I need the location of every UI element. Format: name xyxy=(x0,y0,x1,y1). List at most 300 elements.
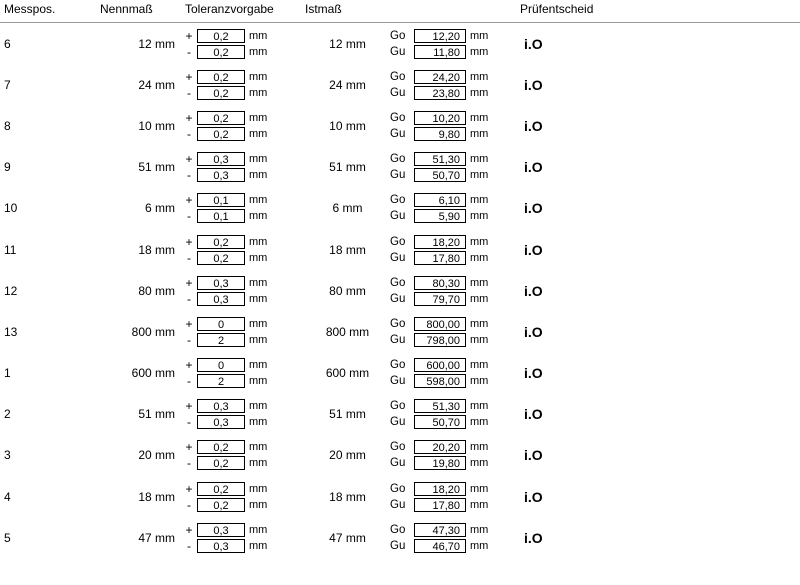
tolerance-upper xyxy=(185,358,305,372)
unit-label: mm xyxy=(249,400,268,413)
unit-label: mm xyxy=(470,482,489,495)
go-label: Go xyxy=(390,111,406,124)
cell-pruefentscheid: i.O xyxy=(524,323,543,340)
unit-label: mm xyxy=(470,317,489,330)
cell-toleranzvorgabe xyxy=(185,193,305,223)
unit-label: mm xyxy=(470,169,489,182)
tolerance-lower xyxy=(185,539,305,553)
gu-label: Gu xyxy=(390,169,406,182)
limit-upper xyxy=(390,482,520,496)
cell-nennmass: 47 mm xyxy=(138,530,175,545)
tolerance-plus-input[interactable]: 0,2 xyxy=(197,111,245,125)
limit-lower xyxy=(390,168,520,182)
gu-label: Gu xyxy=(390,416,406,429)
unit-label: mm xyxy=(249,317,268,330)
go-value-input[interactable]: 6,10 xyxy=(414,193,466,207)
gu-value-input[interactable]: 46,70 xyxy=(414,539,466,553)
go-value-input[interactable]: 20,20 xyxy=(414,440,466,454)
unit-label: mm xyxy=(470,457,489,470)
unit-label: mm xyxy=(470,523,489,536)
limit-upper xyxy=(390,523,520,537)
go-label: Go xyxy=(390,400,406,413)
tolerance-plus-input[interactable]: 0,2 xyxy=(197,29,245,43)
gu-value-input[interactable]: 598,00 xyxy=(414,374,466,388)
tolerance-plus-input[interactable]: 0,1 xyxy=(197,193,245,207)
cell-grenzmasse xyxy=(390,111,520,141)
cell-istmass: 800 mm xyxy=(325,324,370,339)
minus-sign: - xyxy=(187,332,191,347)
minus-sign: - xyxy=(187,126,191,141)
gu-value-input[interactable]: 11,80 xyxy=(414,45,466,59)
limit-lower xyxy=(390,127,520,141)
cell-istmass: 47 mm xyxy=(329,530,366,545)
cell-messpos: 10 xyxy=(4,201,18,216)
tolerance-plus-input[interactable]: 0 xyxy=(197,317,245,331)
gu-value-input[interactable]: 5,90 xyxy=(414,209,466,223)
tolerance-plus-input[interactable]: 0 xyxy=(197,358,245,372)
cell-grenzmasse xyxy=(390,482,520,512)
tolerance-lower xyxy=(185,251,305,265)
go-label: Go xyxy=(390,523,406,536)
unit-label: mm xyxy=(470,416,489,429)
gu-label: Gu xyxy=(390,333,406,346)
cell-pruefentscheid: i.O xyxy=(524,365,543,382)
cell-nennmass: 10 mm xyxy=(138,118,175,133)
cell-nennmass: 51 mm xyxy=(138,160,175,175)
limit-lower xyxy=(390,45,520,59)
cell-toleranzvorgabe xyxy=(185,358,305,388)
cell-istmass: 24 mm xyxy=(329,77,366,92)
gu-label: Gu xyxy=(390,210,406,223)
tolerance-lower xyxy=(185,415,305,429)
cell-toleranzvorgabe xyxy=(185,317,305,347)
tolerance-lower xyxy=(185,127,305,141)
cell-istmass: 6 mm xyxy=(332,201,363,216)
unit-label: mm xyxy=(249,359,268,372)
tolerance-plus-input[interactable]: 0,2 xyxy=(197,70,245,84)
limit-upper xyxy=(390,317,520,331)
unit-label: mm xyxy=(470,359,489,372)
unit-label: mm xyxy=(470,70,489,83)
limit-upper xyxy=(390,152,520,166)
cell-pruefentscheid: i.O xyxy=(524,406,543,423)
limit-lower xyxy=(390,86,520,100)
limit-lower xyxy=(390,292,520,306)
table-row xyxy=(0,147,800,188)
cell-toleranzvorgabe xyxy=(185,70,305,100)
unit-label: mm xyxy=(249,539,268,552)
minus-sign: - xyxy=(187,456,191,471)
cell-grenzmasse xyxy=(390,440,520,470)
cell-nennmass: 20 mm xyxy=(138,448,175,463)
tolerance-upper xyxy=(185,482,305,496)
go-label: Go xyxy=(390,29,406,42)
column-header-messpos: Messpos. xyxy=(4,2,56,16)
unit-label: mm xyxy=(470,441,489,454)
unit-label: mm xyxy=(470,375,489,388)
cell-nennmass: 80 mm xyxy=(138,283,175,298)
tolerance-lower xyxy=(185,168,305,182)
cell-grenzmasse xyxy=(390,358,520,388)
table-row xyxy=(0,64,800,105)
plus-sign: + xyxy=(185,234,193,249)
go-value-input[interactable]: 18,20 xyxy=(414,482,466,496)
minus-sign: - xyxy=(187,374,191,389)
cell-nennmass: 18 mm xyxy=(138,489,175,504)
cell-grenzmasse xyxy=(390,399,520,429)
cell-grenzmasse xyxy=(390,276,520,306)
table-row xyxy=(0,311,800,352)
unit-label: mm xyxy=(470,292,489,305)
cell-messpos: 2 xyxy=(4,407,11,422)
plus-sign: + xyxy=(185,316,193,331)
column-header-istmass: Istmaß xyxy=(305,2,342,16)
tolerance-lower xyxy=(185,292,305,306)
cell-messpos: 13 xyxy=(4,324,18,339)
table-row xyxy=(0,105,800,146)
unit-label: mm xyxy=(470,333,489,346)
go-label: Go xyxy=(390,441,406,454)
cell-istmass: 51 mm xyxy=(329,407,366,422)
table-row xyxy=(0,476,800,517)
table-row xyxy=(0,23,800,64)
unit-label: mm xyxy=(470,29,489,42)
tolerance-minus-input[interactable]: 0,3 xyxy=(197,539,245,553)
limit-lower xyxy=(390,251,520,265)
gu-label: Gu xyxy=(390,375,406,388)
minus-sign: - xyxy=(187,538,191,553)
unit-label: mm xyxy=(249,375,268,388)
cell-grenzmasse xyxy=(390,70,520,100)
tolerance-minus-input[interactable]: 0,3 xyxy=(197,292,245,306)
column-header-pruefentscheid: Prüfentscheid xyxy=(520,2,594,16)
cell-toleranzvorgabe xyxy=(185,440,305,470)
plus-sign: + xyxy=(185,152,193,167)
go-label: Go xyxy=(390,70,406,83)
limit-upper xyxy=(390,276,520,290)
table-body xyxy=(0,23,800,558)
tolerance-lower xyxy=(185,333,305,347)
cell-toleranzvorgabe xyxy=(185,29,305,59)
gu-label: Gu xyxy=(390,251,406,264)
tolerance-plus-input[interactable]: 0,3 xyxy=(197,399,245,413)
tolerance-lower xyxy=(185,456,305,470)
tolerance-plus-input[interactable]: 0,2 xyxy=(197,440,245,454)
unit-label: mm xyxy=(470,251,489,264)
limit-upper xyxy=(390,193,520,207)
go-value-input[interactable]: 600,00 xyxy=(414,358,466,372)
cell-grenzmasse xyxy=(390,29,520,59)
cell-nennmass: 51 mm xyxy=(138,407,175,422)
gu-value-input[interactable]: 9,80 xyxy=(414,127,466,141)
cell-pruefentscheid: i.O xyxy=(524,488,543,505)
cell-grenzmasse xyxy=(390,193,520,223)
plus-sign: + xyxy=(185,440,193,455)
cell-pruefentscheid: i.O xyxy=(524,200,543,217)
unit-label: mm xyxy=(249,523,268,536)
table-row xyxy=(0,229,800,270)
table-row xyxy=(0,394,800,435)
cell-toleranzvorgabe xyxy=(185,111,305,141)
plus-sign: + xyxy=(185,481,193,496)
tolerance-plus-input[interactable]: 0,3 xyxy=(197,152,245,166)
minus-sign: - xyxy=(187,168,191,183)
cell-toleranzvorgabe xyxy=(185,276,305,306)
unit-label: mm xyxy=(470,498,489,511)
tolerance-upper xyxy=(185,193,305,207)
unit-label: mm xyxy=(249,29,268,42)
unit-label: mm xyxy=(249,416,268,429)
limit-lower xyxy=(390,498,520,512)
tolerance-minus-input[interactable]: 0,2 xyxy=(197,86,245,100)
cell-messpos: 3 xyxy=(4,448,11,463)
cell-istmass: 18 mm xyxy=(329,242,366,257)
cell-istmass: 80 mm xyxy=(329,283,366,298)
unit-label: mm xyxy=(249,251,268,264)
cell-pruefentscheid: i.O xyxy=(524,35,543,52)
cell-istmass: 18 mm xyxy=(329,489,366,504)
unit-label: mm xyxy=(470,111,489,124)
tolerance-minus-input[interactable]: 0,2 xyxy=(197,45,245,59)
cell-messpos: 7 xyxy=(4,77,11,92)
go-value-input[interactable]: 80,30 xyxy=(414,276,466,290)
go-label: Go xyxy=(390,317,406,330)
gu-label: Gu xyxy=(390,45,406,58)
limit-upper xyxy=(390,111,520,125)
unit-label: mm xyxy=(249,441,268,454)
cell-pruefentscheid: i.O xyxy=(524,282,543,299)
tolerance-upper xyxy=(185,399,305,413)
minus-sign: - xyxy=(187,85,191,100)
cell-nennmass: 18 mm xyxy=(138,242,175,257)
plus-sign: + xyxy=(185,522,193,537)
tolerance-lower xyxy=(185,209,305,223)
tolerance-minus-input[interactable]: 0,2 xyxy=(197,251,245,265)
gu-label: Gu xyxy=(390,457,406,470)
unit-label: mm xyxy=(249,169,268,182)
plus-sign: + xyxy=(185,275,193,290)
unit-label: mm xyxy=(249,111,268,124)
cell-pruefentscheid: i.O xyxy=(524,76,543,93)
unit-label: mm xyxy=(470,86,489,99)
limit-lower xyxy=(390,539,520,553)
unit-label: mm xyxy=(470,45,489,58)
tolerance-upper xyxy=(185,235,305,249)
cell-grenzmasse xyxy=(390,523,520,553)
go-label: Go xyxy=(390,482,406,495)
cell-messpos: 6 xyxy=(4,36,11,51)
go-label: Go xyxy=(390,194,406,207)
cell-istmass: 51 mm xyxy=(329,160,366,175)
gu-label: Gu xyxy=(390,86,406,99)
unit-label: mm xyxy=(249,333,268,346)
unit-label: mm xyxy=(249,292,268,305)
go-value-input[interactable]: 10,20 xyxy=(414,111,466,125)
unit-label: mm xyxy=(470,235,489,248)
tolerance-minus-input[interactable]: 2 xyxy=(197,374,245,388)
unit-label: mm xyxy=(249,498,268,511)
cell-istmass: 20 mm xyxy=(329,448,366,463)
unit-label: mm xyxy=(470,276,489,289)
cell-messpos: 1 xyxy=(4,366,11,381)
limit-upper xyxy=(390,235,520,249)
go-value-input[interactable]: 51,30 xyxy=(414,399,466,413)
gu-value-input[interactable]: 19,80 xyxy=(414,456,466,470)
cell-messpos: 12 xyxy=(4,283,18,298)
tolerance-minus-input[interactable]: 2 xyxy=(197,333,245,347)
limit-lower xyxy=(390,456,520,470)
gu-value-input[interactable]: 50,70 xyxy=(414,415,466,429)
tolerance-minus-input[interactable]: 0,2 xyxy=(197,127,245,141)
limit-upper xyxy=(390,70,520,84)
gu-value-input[interactable]: 50,70 xyxy=(414,168,466,182)
tolerance-lower xyxy=(185,498,305,512)
unit-label: mm xyxy=(249,127,268,140)
cell-pruefentscheid: i.O xyxy=(524,241,543,258)
limit-upper xyxy=(390,440,520,454)
cell-messpos: 9 xyxy=(4,160,11,175)
plus-sign: + xyxy=(185,193,193,208)
limit-upper xyxy=(390,29,520,43)
tolerance-upper xyxy=(185,70,305,84)
tolerance-upper xyxy=(185,440,305,454)
cell-pruefentscheid: i.O xyxy=(524,117,543,134)
tolerance-plus-input[interactable]: 0,2 xyxy=(197,235,245,249)
unit-label: mm xyxy=(470,539,489,552)
unit-label: mm xyxy=(249,276,268,289)
cell-nennmass: 24 mm xyxy=(138,77,175,92)
tolerance-upper xyxy=(185,523,305,537)
cell-grenzmasse xyxy=(390,235,520,265)
table-row xyxy=(0,435,800,476)
cell-nennmass: 600 mm xyxy=(131,366,175,381)
gu-value-input[interactable]: 23,80 xyxy=(414,86,466,100)
unit-label: mm xyxy=(249,457,268,470)
go-label: Go xyxy=(390,276,406,289)
tolerance-plus-input[interactable]: 0,3 xyxy=(197,276,245,290)
cell-messpos: 5 xyxy=(4,530,11,545)
limit-upper xyxy=(390,358,520,372)
cell-nennmass: 6 mm xyxy=(145,201,175,216)
tolerance-minus-input[interactable]: 0,3 xyxy=(197,415,245,429)
cell-nennmass: 12 mm xyxy=(138,36,175,51)
minus-sign: - xyxy=(187,209,191,224)
minus-sign: - xyxy=(187,250,191,265)
tolerance-upper xyxy=(185,111,305,125)
minus-sign: - xyxy=(187,291,191,306)
minus-sign: - xyxy=(187,44,191,59)
unit-label: mm xyxy=(249,194,268,207)
gu-value-input[interactable]: 798,00 xyxy=(414,333,466,347)
unit-label: mm xyxy=(249,482,268,495)
go-value-input[interactable]: 51,30 xyxy=(414,152,466,166)
table-header xyxy=(0,0,800,22)
unit-label: mm xyxy=(249,235,268,248)
plus-sign: + xyxy=(185,399,193,414)
tolerance-minus-input[interactable]: 0,1 xyxy=(197,209,245,223)
tolerance-upper xyxy=(185,29,305,43)
tolerance-upper xyxy=(185,276,305,290)
unit-label: mm xyxy=(249,45,268,58)
unit-label: mm xyxy=(470,127,489,140)
cell-messpos: 8 xyxy=(4,118,11,133)
table-row xyxy=(0,517,800,558)
limit-lower xyxy=(390,374,520,388)
limit-upper xyxy=(390,399,520,413)
cell-pruefentscheid: i.O xyxy=(524,529,543,546)
cell-pruefentscheid: i.O xyxy=(524,159,543,176)
go-label: Go xyxy=(390,153,406,166)
cell-istmass: 10 mm xyxy=(329,118,366,133)
tolerance-minus-input[interactable]: 0,2 xyxy=(197,498,245,512)
go-value-input[interactable]: 12,20 xyxy=(414,29,466,43)
limit-lower xyxy=(390,209,520,223)
table-row xyxy=(0,353,800,394)
cell-pruefentscheid: i.O xyxy=(524,447,543,464)
plus-sign: + xyxy=(185,69,193,84)
tolerance-upper xyxy=(185,152,305,166)
unit-label: mm xyxy=(249,153,268,166)
go-value-input[interactable]: 47,30 xyxy=(414,523,466,537)
cell-messpos: 11 xyxy=(4,242,17,257)
gu-value-input[interactable]: 79,70 xyxy=(414,292,466,306)
gu-label: Gu xyxy=(390,292,406,305)
plus-sign: + xyxy=(185,28,193,43)
tolerance-upper xyxy=(185,317,305,331)
cell-toleranzvorgabe xyxy=(185,399,305,429)
cell-grenzmasse xyxy=(390,152,520,182)
gu-label: Gu xyxy=(390,498,406,511)
tolerance-lower xyxy=(185,86,305,100)
gu-value-input[interactable]: 17,80 xyxy=(414,251,466,265)
column-header-nennmass: Nennmaß xyxy=(100,2,153,16)
cell-grenzmasse xyxy=(390,317,520,347)
go-value-input[interactable]: 24,20 xyxy=(414,70,466,84)
tolerance-plus-input[interactable]: 0,2 xyxy=(197,482,245,496)
unit-label: mm xyxy=(470,153,489,166)
plus-sign: + xyxy=(185,110,193,125)
unit-label: mm xyxy=(470,400,489,413)
tolerance-plus-input[interactable]: 0,3 xyxy=(197,523,245,537)
tolerance-minus-input[interactable]: 0,3 xyxy=(197,168,245,182)
unit-label: mm xyxy=(249,210,268,223)
minus-sign: - xyxy=(187,497,191,512)
limit-lower xyxy=(390,415,520,429)
limit-lower xyxy=(390,333,520,347)
cell-istmass: 12 mm xyxy=(329,36,366,51)
gu-value-input[interactable]: 17,80 xyxy=(414,498,466,512)
go-value-input[interactable]: 800,00 xyxy=(414,317,466,331)
go-value-input[interactable]: 18,20 xyxy=(414,235,466,249)
unit-label: mm xyxy=(470,210,489,223)
plus-sign: + xyxy=(185,358,193,373)
table-row xyxy=(0,270,800,311)
tolerance-lower xyxy=(185,45,305,59)
cell-toleranzvorgabe xyxy=(185,235,305,265)
unit-label: mm xyxy=(249,70,268,83)
cell-toleranzvorgabe xyxy=(185,482,305,512)
cell-toleranzvorgabe xyxy=(185,523,305,553)
tolerance-lower xyxy=(185,374,305,388)
gu-label: Gu xyxy=(390,539,406,552)
go-label: Go xyxy=(390,359,406,372)
tolerance-minus-input[interactable]: 0,2 xyxy=(197,456,245,470)
cell-nennmass: 800 mm xyxy=(131,324,175,339)
unit-label: mm xyxy=(470,194,489,207)
cell-messpos: 4 xyxy=(4,489,11,504)
cell-toleranzvorgabe xyxy=(185,152,305,182)
go-label: Go xyxy=(390,235,406,248)
